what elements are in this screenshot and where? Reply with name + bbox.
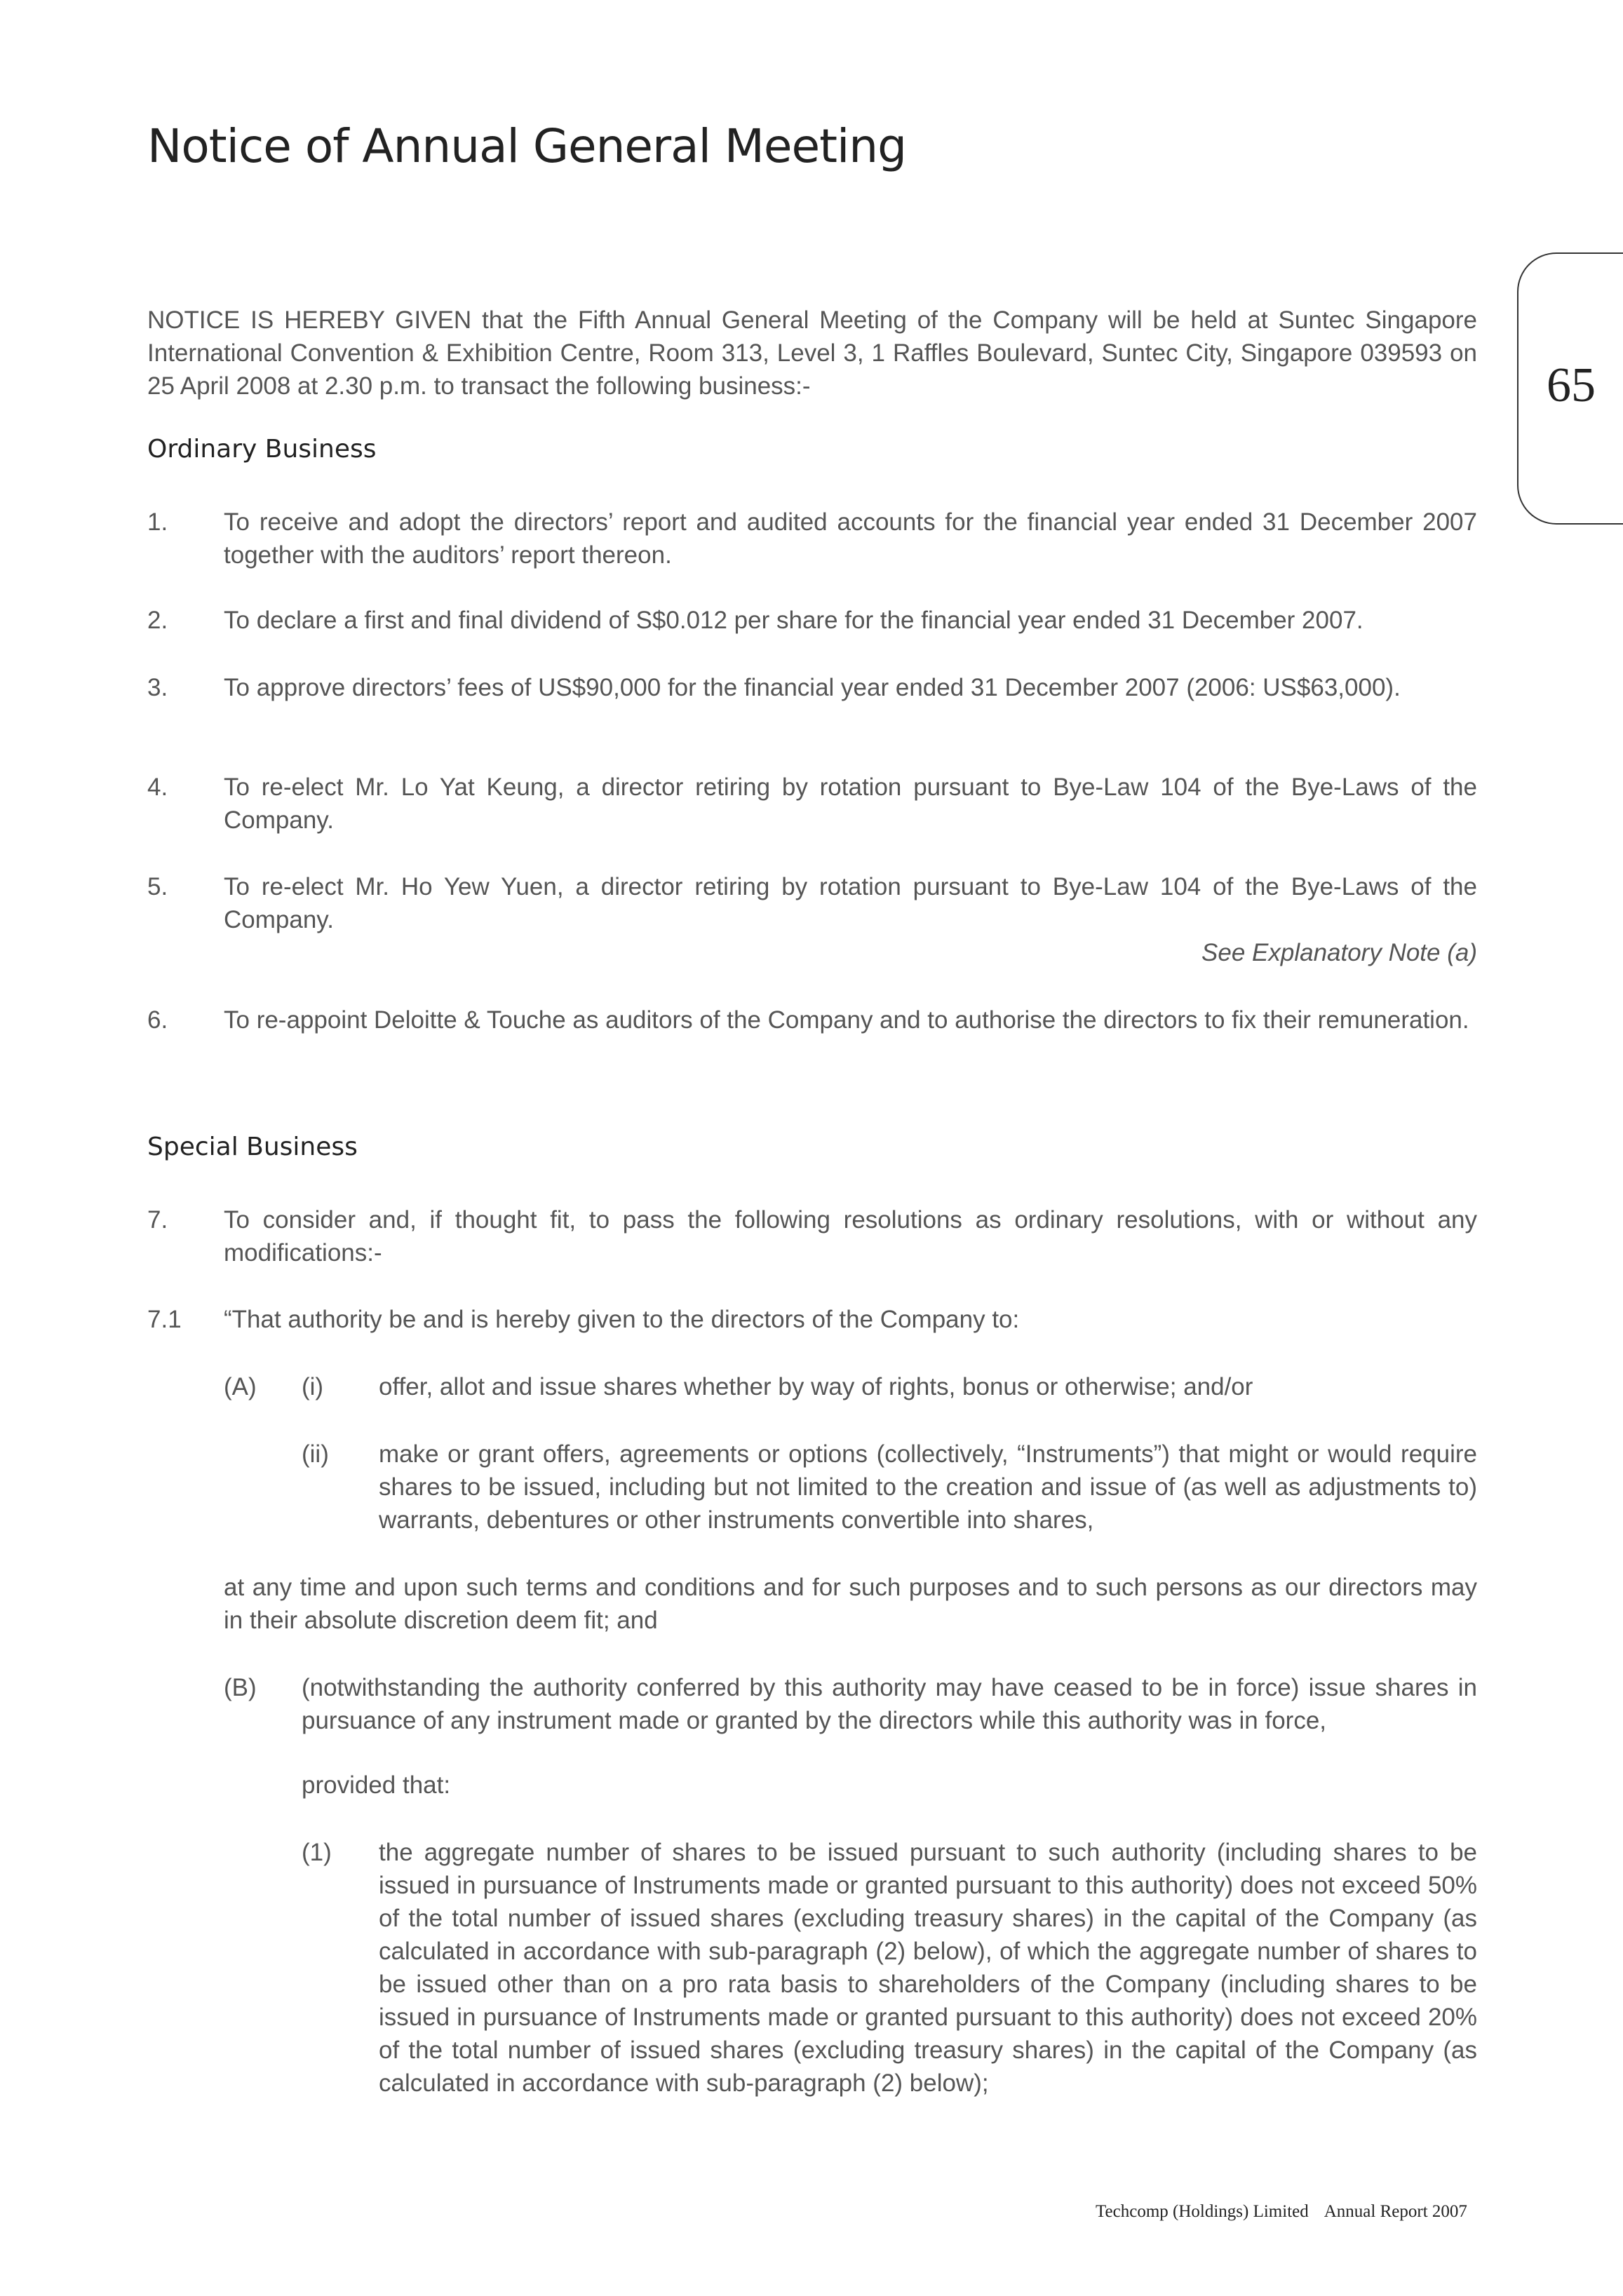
item-text: “That authority be and is hereby given to the directors of the Company to: <box>224 1306 1020 1333</box>
item-number: 2. <box>147 607 168 634</box>
paragraph: at any time and upon such terms and conditions and for such purposes and to such persons as our directors may in their absolute discretion deem fit; and <box>224 1574 1477 1634</box>
item-text: To approve directors’ fees of US$90,000 for the financial year ended 31 December 2007 (2006: US$63,000). <box>224 674 1401 701</box>
footer-company: Techcomp (Holdings) Limited <box>1096 2202 1309 2221</box>
special-business-heading: Special Business <box>147 1133 358 1161</box>
item-number: 7. <box>147 1206 168 1234</box>
item-number: 6. <box>147 1006 168 1034</box>
explanatory-note: See Explanatory Note (a) <box>1201 939 1477 966</box>
item-number: 1. <box>147 508 168 536</box>
item-text: To consider and, if thought fit, to pass the following resolutions as ordinary resolutions, with or without any modifications:- <box>224 1206 1477 1267</box>
ordinary-business-heading: Ordinary Business <box>147 435 377 464</box>
sub-label: (A) <box>224 1373 257 1400</box>
item-text: To re-appoint Deloitte & Touche as auditors of the Company and to authorise the directors to fix their remuneration. <box>224 1006 1469 1034</box>
sub-label: (i) <box>302 1373 324 1400</box>
footer <box>1096 2202 1467 2222</box>
sub-item-text: offer, allot and issue shares whether by way of rights, bonus or otherwise; and/or <box>379 1373 1253 1400</box>
item-text: To receive and adopt the directors’ report and audited accounts for the financial year ended 31 December 2007 together with the auditors’ report thereon. <box>224 508 1477 569</box>
page-title: Notice of Annual General Meeting <box>147 119 907 173</box>
footer-report: Annual Report 2007 <box>1324 2202 1467 2221</box>
item-number: 5. <box>147 873 168 900</box>
sub-label: (ii) <box>302 1440 329 1468</box>
intro-paragraph: NOTICE IS HEREBY GIVEN that the Fifth Annual General Meeting of the Company will be held at Suntec Singapore International Convention & Exhibition Centre, Room 313, Level 3, 1 Raffles Boulevard, Suntec City, Singapore 039593 on 25 April 2008 at 2.30 p.m. to transact the following business:- <box>147 306 1477 400</box>
sub-item-text: (notwithstanding the authority conferred by this authority may have ceased to be in force) issue shares in pursuance of any instrument made or granted by the directors while this authority was in force, <box>302 1674 1477 1734</box>
item-text: To re-elect Mr. Ho Yew Yuen, a director retiring by rotation pursuant to Bye-Law 104 of the Bye-Laws of the Company. <box>224 873 1477 933</box>
item-text: To declare a first and final dividend of S$0.012 per share for the financial year ended 31 December 2007. <box>224 607 1363 634</box>
page-number: 65 <box>1547 358 1596 412</box>
item-text: To re-elect Mr. Lo Yat Keung, a director retiring by rotation pursuant to Bye-Law 104 of the Bye-Laws of the Company. <box>224 774 1477 834</box>
item-number: 3. <box>147 674 168 701</box>
paragraph: provided that: <box>302 1771 451 1799</box>
item-number: 4. <box>147 774 168 801</box>
sub-item-text: the aggregate number of shares to be issued pursuant to such authority (including shares to be issued in pursuance of Instruments made or granted pursuant to this authority) does not exceed 50% of the total number of issued shares (excluding treasury shares) in the capital of the Company (as calculated in accordance with sub-paragraph (2) below), of which the aggregate number of shares to be issued other than on a pro rata basis to shareholders of the Company (including shares to be issued in pursuance of Instruments made or granted pursuant to this authority) does not exceed 20% of the total number of issued shares (excluding treasury shares) in the capital of the Company (as calculated in accordance with sub-paragraph (2) below); <box>379 1839 1477 2097</box>
sub-label: (B) <box>224 1674 257 1701</box>
item-number: 7.1 <box>147 1306 182 1333</box>
sub-item-text: make or grant offers, agreements or options (collectively, “Instruments”) that might or would require shares to be issued, including but not limited to the creation and issue of (as well as adjustments to) warrants, debentures or other instruments convertible into shares, <box>379 1440 1477 1534</box>
sub-label: (1) <box>302 1839 332 1866</box>
